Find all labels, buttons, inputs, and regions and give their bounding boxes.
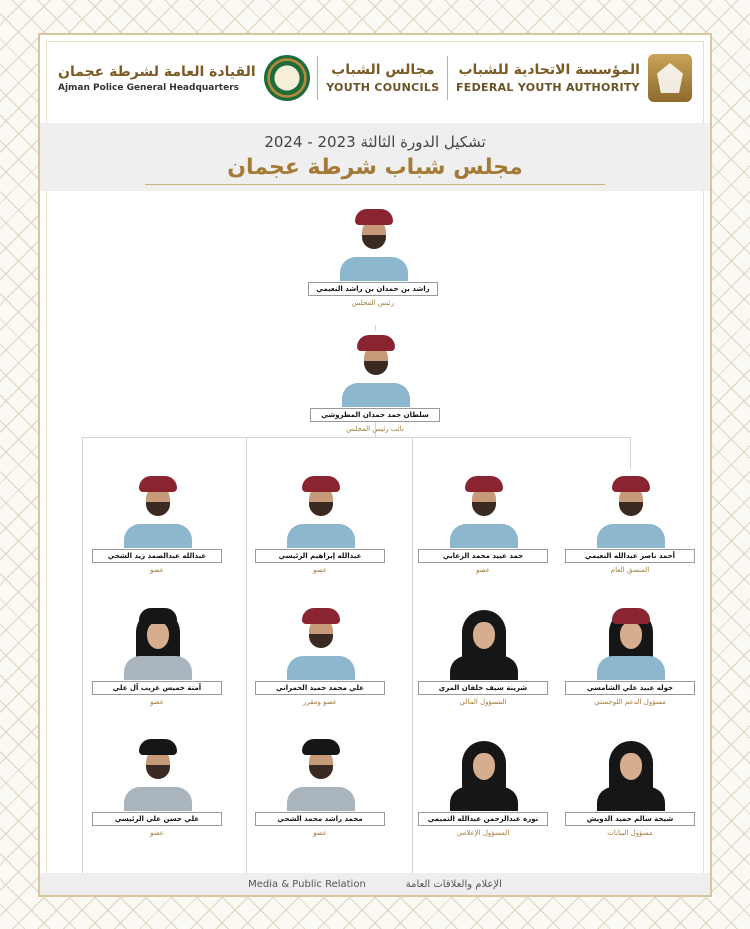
fya-name-ar: المؤسسة الاتحادية للشباب xyxy=(458,62,640,78)
member-card xyxy=(418,604,548,722)
member-name: خوله عبيد علي الشامسي xyxy=(565,681,695,695)
member-photo xyxy=(340,331,412,407)
member-photo xyxy=(595,472,667,548)
member-card xyxy=(92,604,222,722)
footer-ar: الإعلام والعلاقات العامة xyxy=(405,878,502,890)
member-photo xyxy=(285,472,357,548)
member-card-chair xyxy=(308,205,438,323)
connector-col-1 xyxy=(246,437,247,877)
member-name: شرينة سيف خلفان المري xyxy=(418,681,548,695)
member-photo xyxy=(448,604,520,680)
member-photo xyxy=(285,735,357,811)
fya-name-en: FEDERAL YOUTH AUTHORITY xyxy=(455,81,640,94)
member-name: عبدالله عبدالصمد زيد الشحي xyxy=(92,549,222,563)
member-card xyxy=(565,735,695,853)
member-name: محمد راشد محمد الشحي xyxy=(255,812,385,826)
poster-frame xyxy=(38,33,712,897)
member-role: مسؤول الدعم اللوجستي xyxy=(594,698,666,706)
member-role: عضو xyxy=(150,829,164,837)
member-role: المسؤول المالي xyxy=(459,698,507,706)
member-photo xyxy=(285,604,357,680)
member-name: نوره عبدالرحمن عبدالله التميمي xyxy=(418,812,548,826)
cycle-subtitle: تشكيل الدورة الثالثة 2023 - 2024 xyxy=(264,133,486,151)
member-photo xyxy=(122,604,194,680)
member-name: علي محمد حميد الحمراني xyxy=(255,681,385,695)
member-card xyxy=(565,472,695,590)
org-chart xyxy=(40,35,714,899)
member-name: علي حسن علي الرئيسي xyxy=(92,812,222,826)
member-role: المسؤول الإعلامي xyxy=(456,829,510,837)
member-card xyxy=(565,604,695,722)
footer-band xyxy=(40,873,710,895)
member-name: راشد بن حمدان بن راشد النعيمي xyxy=(308,282,438,296)
member-photo xyxy=(122,472,194,548)
member-name: عبدالله إبراهيم الرئيسي xyxy=(255,549,385,563)
member-name: شيخة سالم حميد الدويش xyxy=(565,812,695,826)
connector-col-2 xyxy=(412,437,413,877)
member-photo xyxy=(338,205,410,281)
member-card xyxy=(255,472,385,590)
connector-col-3 xyxy=(630,437,631,469)
member-card xyxy=(255,735,385,853)
member-name: حمد عبيد محمد الزعابي xyxy=(418,549,548,563)
member-role: عضو xyxy=(476,566,490,574)
member-role: عضو xyxy=(313,566,327,574)
member-photo xyxy=(448,735,520,811)
member-card xyxy=(255,604,385,722)
member-card xyxy=(92,472,222,590)
member-role: المنسق العام xyxy=(610,566,650,574)
member-card xyxy=(92,735,222,853)
member-role: عضو xyxy=(150,566,164,574)
member-role: نائب رئيس المجلس xyxy=(346,425,404,433)
member-card xyxy=(418,735,548,853)
member-photo xyxy=(595,735,667,811)
member-photo xyxy=(122,735,194,811)
member-card-vice xyxy=(310,331,440,449)
connector-left-edge xyxy=(82,437,83,877)
member-name: آمنة خميس غريب آل علي xyxy=(92,681,222,695)
member-role: مسؤول البيانات xyxy=(607,829,653,837)
youth-councils-ar: مجالس الشباب xyxy=(331,62,435,78)
council-title: مجلس شباب شرطة عجمان xyxy=(227,155,523,180)
member-card xyxy=(418,472,548,590)
member-name: أحمد ناصر عبدالله النعيمي xyxy=(565,549,695,563)
member-role: عضو xyxy=(313,829,327,837)
member-role: عضو ومقرر xyxy=(302,698,337,706)
youth-councils-en: YOUTH COUNCILS xyxy=(326,81,440,94)
footer-en: Media & Public Relation xyxy=(248,878,366,890)
member-name: سلطان حمد حمدان المطروشي xyxy=(310,408,440,422)
member-photo xyxy=(448,472,520,548)
police-name-en: Ajman Police General Headquarters xyxy=(58,82,240,93)
member-photo xyxy=(595,604,667,680)
police-name-ar: القيادة العامة لشرطة عجمان xyxy=(58,63,256,80)
member-role: عضو xyxy=(150,698,164,706)
member-role: رئيس المجلس xyxy=(351,299,395,307)
